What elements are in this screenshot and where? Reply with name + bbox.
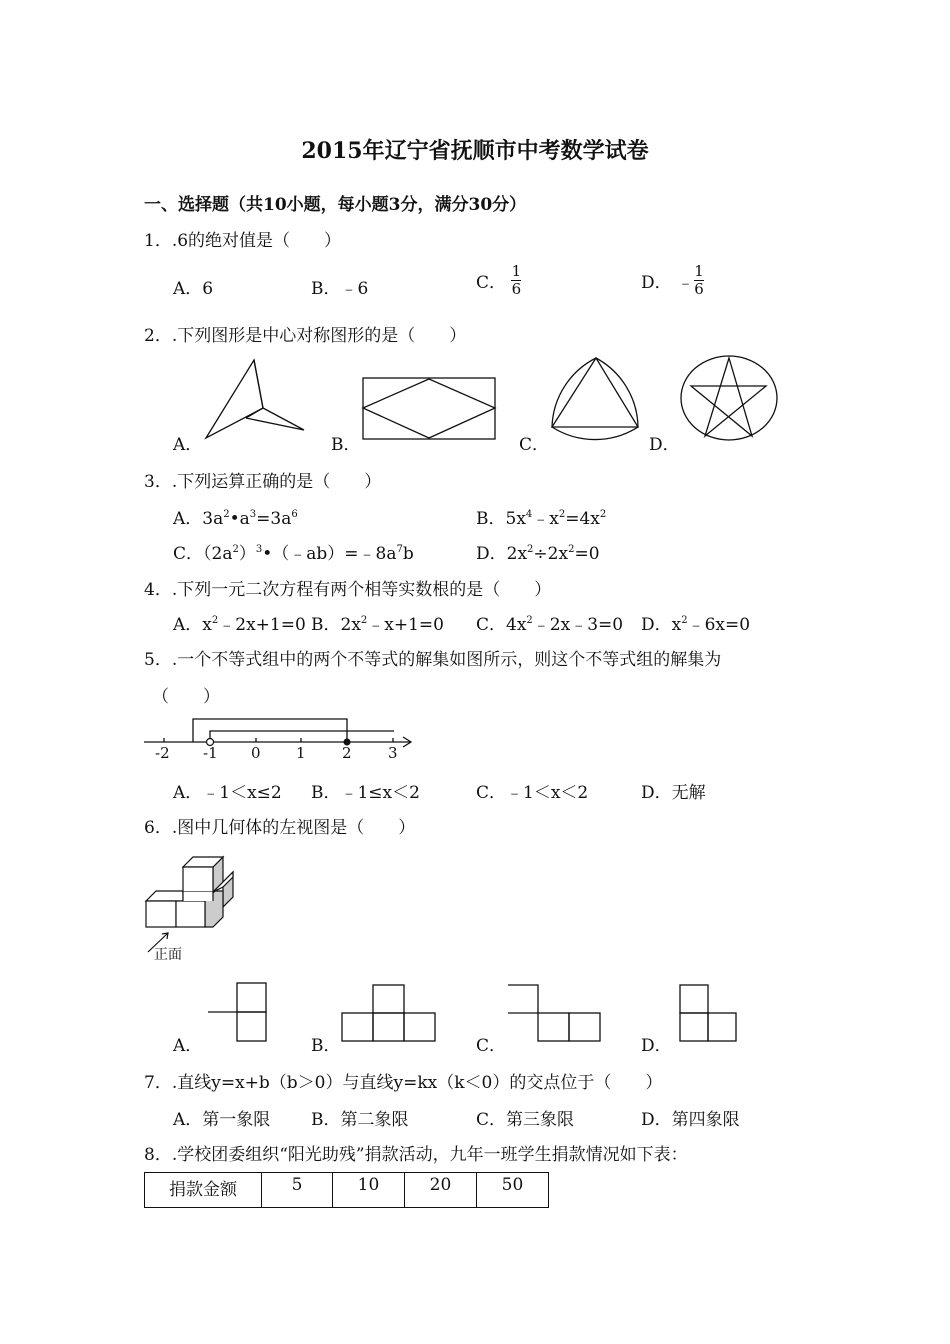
- q6-option-c: C．: [476, 1036, 507, 1056]
- q1-option-c: C． $\frac{1}{6}$: [476, 262, 522, 298]
- tick-label-2: 2: [342, 744, 352, 762]
- question-3-stem: 3．.下列运算正确的是（ ）: [144, 472, 382, 492]
- q6-option-d-figure: [680, 985, 736, 1041]
- tick-label-3: 3: [388, 744, 398, 762]
- q6-option-d: D．: [641, 1036, 672, 1056]
- fraction-neg-one-sixth: $\frac{1}{6}$: [694, 262, 704, 298]
- q7-option-c: C．第三象限: [476, 1110, 575, 1130]
- q3-option-d: D．$2x^2\div 2x^2=0$: [476, 544, 600, 564]
- q4-option-b: B．$2x^2﹣x+1=0$: [311, 615, 444, 635]
- q6-option-a: A．: [173, 1036, 203, 1056]
- question-1-stem: 1．.6的绝对值是（ ）: [144, 231, 342, 251]
- q1-option-b: B．﹣6: [311, 279, 369, 299]
- q5-option-b: B．﹣1≤x＜2: [311, 783, 420, 803]
- q4-option-c: C．$4x^2﹣2x﹣3=0$: [476, 615, 624, 635]
- question-2-stem: 2．.下列图形是中心对称图形的是（ ）: [144, 326, 467, 346]
- q3-option-a: A．$3a^2•a^3=3a^6$: [173, 509, 298, 529]
- q6-option-a-figure: [208, 983, 266, 1041]
- q7-option-b: B．第二象限: [311, 1110, 409, 1130]
- section-heading: 一、选择题（共10小题，每小题3分，满分30分）: [144, 195, 527, 215]
- question-4-stem: 4．.下列一元二次方程有两个相等实数根的是（ ）: [144, 580, 552, 600]
- q4-option-a: A．$x^2﹣2x+1=0$: [173, 615, 306, 635]
- q2-option-d: D．: [649, 435, 680, 455]
- q1-option-a: A．6: [173, 279, 214, 299]
- donation-table: [144, 1172, 549, 1208]
- q3-option-c: C．$(2a^2)^3•(﹣ab)=﹣8a^7b$: [173, 544, 414, 564]
- tick-label-1: 1: [296, 744, 306, 762]
- table-header-cell: 5: [262, 1173, 333, 1208]
- q5-option-d: D．无解: [641, 783, 706, 803]
- question-5-stem-paren: （ ）: [152, 687, 220, 707]
- front-label: 正面: [154, 947, 182, 963]
- question-5-stem: 5．.一个不等式组中的两个不等式的解集如图所示，则这个不等式组的解集为: [144, 650, 722, 670]
- q2-option-c: C．: [519, 435, 550, 455]
- table-row: [145, 1173, 549, 1208]
- q7-option-d: D．第四象限: [641, 1110, 740, 1130]
- q4-option-d: D．$x^2﹣6x=0$: [641, 615, 751, 635]
- tick-label-neg2: -2: [155, 744, 170, 762]
- table-header-cell: 捐款金额: [145, 1173, 262, 1208]
- q5-option-c: C．﹣1＜x＜2: [476, 783, 589, 803]
- q3-option-b: B．$5x^4﹣x^2=4x^2$: [476, 509, 607, 529]
- q7-option-a: A．第一象限: [173, 1110, 271, 1130]
- page-title: 2015年辽宁省抚顺市中考数学试卷: [301, 138, 649, 164]
- q2-option-b: B．: [331, 435, 361, 455]
- q1-option-d: D． ﹣ $\frac{1}{6}$: [641, 262, 704, 298]
- table-header-cell: 20: [405, 1173, 477, 1208]
- q5-option-a: A．﹣1＜x≤2: [173, 783, 282, 803]
- question-8-stem: 8．.学校团委组织“阳光助残”捐款活动，九年一班学生捐款情况如下表：: [144, 1145, 688, 1165]
- tick-label-0: 0: [251, 744, 261, 762]
- q6-option-b: B．: [311, 1036, 341, 1056]
- tick-label-neg1: -1: [203, 744, 218, 762]
- table-header-cell: 10: [333, 1173, 405, 1208]
- question-7-stem: 7．.直线y=x+b（b＞0）与直线y=kx（k＜0）的交点位于（ ）: [144, 1073, 663, 1093]
- solid-3d-view: [146, 857, 233, 927]
- fraction-one-sixth: $\frac{1}{6}$: [511, 262, 522, 298]
- q2-option-a: A．: [173, 435, 203, 455]
- question-6-stem: 6．.图中几何体的左视图是（ ）: [144, 818, 416, 838]
- q6-option-b-figure: [342, 985, 435, 1041]
- q6-option-c-figure: [508, 985, 600, 1041]
- table-header-cell: 50: [477, 1173, 549, 1208]
